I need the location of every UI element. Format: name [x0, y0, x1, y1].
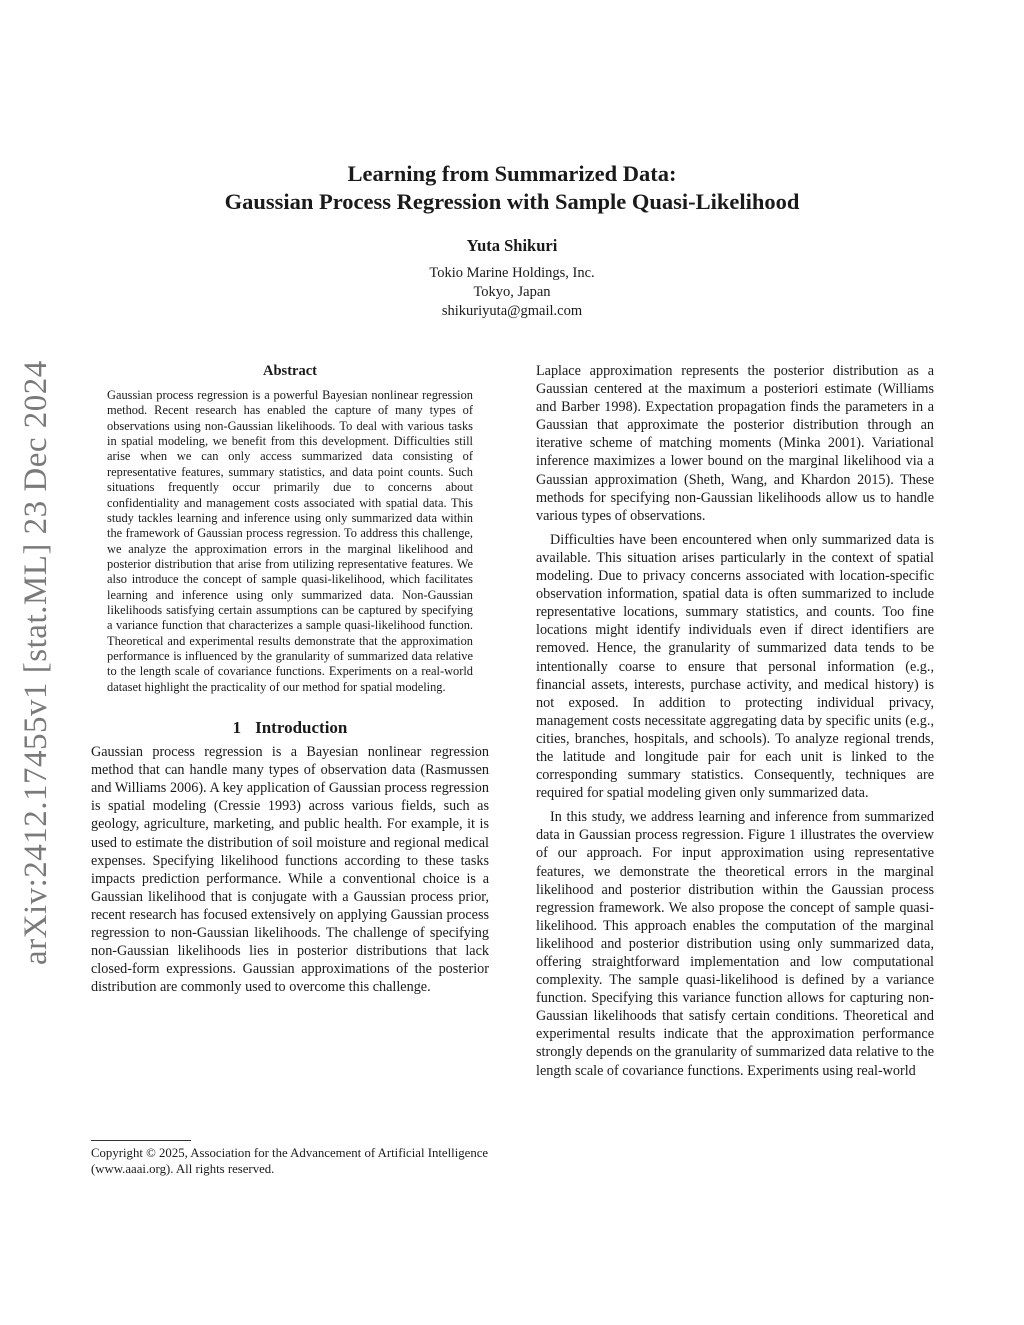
affiliation-block	[0, 264, 1024, 321]
arxiv-identifier: arXiv:2412.17455v1 [stat.ML] 23 Dec 2024	[18, 360, 54, 965]
footnote-divider	[91, 1140, 191, 1141]
author-email: shikuriyuta@gmail.com	[441, 303, 583, 319]
left-column	[91, 362, 489, 996]
author-name: Yuta Shikuri	[466, 236, 558, 255]
section-title: Introduction	[255, 717, 348, 737]
right-column	[536, 362, 934, 1080]
introduction-paragraph: Gaussian process regression is a Bayesian nonlinear regression method that can handle many types of observation data (Rasmussen and Williams 2006). A key application of Gaussian process regression is spatial modeling (Cressie 1993) across various fields, such as geology, agriculture, marketing, and public health. For example, it is used to estimate the distribution of soil moisture and regional medical expenses. Specifying likelihood functions according to these tasks impacts prediction performance. While a conventional choice is a Gaussian likelihood that is conjugate with a Gaussian process prior, recent research has focused extensively on applying Gaussian process regression to non-Gaussian likelihoods. The challenge of specifying non-Gaussian likelihoods lies in posterior distributions that lack closed-form expressions. Gaussian approximations of the posterior distribution are commonly used to overcome this challenge.	[91, 744, 489, 996]
affiliation-location: Tokyo, Japan	[473, 284, 551, 300]
abstract-text: Gaussian process regression is a powerful Bayesian nonlinear regression method. Recent research has enabled the capture of many types of observations using non-Gaussian likelihoods. To deal with various tasks in spatial modeling, we benefit from this development. Difficulties still arise when we can only access summarized data consisting of representative features, summary statistics, and data point counts. Such situations frequently occur primarily due to concerns about confidentiality and management costs associated with spatial data. This study tackles learning and inference using only summarized data within the framework of Gaussian process regression. To address this challenge, we analyze the approximation errors in the marginal likelihood and posterior distribution that arise from utilizing representative features. We also introduce the concept of sample quasi-likelihood, which facilitates learning and inference using only summarized data. Non-Gaussian likelihoods satisfying certain assumptions can be captured by specifying a variance function that characterizes a sample quasi-likelihood function. Theoretical and experimental results demonstrate that the approximation performance is influenced by the granularity of summarized data relative to the length scale of covariance functions. Experiments on a real-world dataset highlight the practicality of our method for spatial modeling.	[107, 388, 473, 694]
paper-header	[0, 160, 1024, 321]
paper-title-line-2: Gaussian Process Regression with Sample Quasi-Likelihood	[224, 189, 800, 214]
paper-title-line-1: Learning from Summarized Data:	[347, 161, 677, 186]
copyright-text: Copyright © 2025, Association for the Advancement of Artificial Intelligence (www.aaai.org). All rights reserved.	[91, 1146, 489, 1176]
abstract-heading: Abstract	[263, 363, 317, 379]
right-paragraph-2: Difficulties have been encountered when only summarized data is available. This situation arises particularly in the context of spatial modeling. Due to privacy concerns associated with location-specific observation information, spatial data is often summarized to include representative locations, summary statistics, and counts. Too fine locations might identify individuals even if direct identifiers are removed. Hence, the granularity of summarized data tends to be intentionally coarse to ensure that personal information (e.g., financial assets, interests, purchase activity, and medical history) is not exposed. In addition to protecting individual privacy, management costs necessitate aggregating data by specific units (e.g., cities, branches, hospitals, and schools). To analyze regional trends, the latitude and longitude pair for each unit is linked to the corresponding summary statistics. Consequently, techniques are required for spatial modeling given only summarized data.	[536, 531, 934, 802]
section-heading-introduction	[91, 719, 489, 737]
copyright-footnote	[91, 1140, 489, 1177]
right-paragraph-3: In this study, we address learning and inference from summarized data in Gaussian process regression. Figure 1 illustrates the overview of our approach. For input approximation using representative features, we demonstrate the theoretical errors in the marginal likelihood and posterior distribution within the Gaussian process regression framework. We also propose the concept of sample quasi-likelihood. This approach enables the computation of the marginal likelihood and posterior distribution using only summarized data, offering straightforward implementation and low computational complexity. The sample quasi-likelihood is defined by a variance function. Specifying this variance function allows for capturing non-Gaussian likelihoods that satisfy certain conditions. Theoretical and experimental results indicate that the approximation performance strongly depends on the granularity of summarized data relative to the length scale of covariance functions. Experiments using real-world	[536, 809, 934, 1079]
affiliation-org: Tokio Marine Holdings, Inc.	[429, 265, 595, 281]
section-number: 1	[232, 717, 242, 737]
right-paragraph-1: Laplace approximation represents the posterior distribution as a Gaussian centered at the maximum a posteriori estimate (Williams and Barber 1998). Expectation propagation finds the parameters in a Gaussian that approximate the posterior distribution through an iterative scheme of matching moments (Minka 2001). Variational inference maximizes a lower bound on the marginal likelihood via a Gaussian approximation (Sheth, Wang, and Khardon 2015). These methods for specifying non-Gaussian likelihoods allow us to handle various types of observations.	[536, 363, 934, 524]
